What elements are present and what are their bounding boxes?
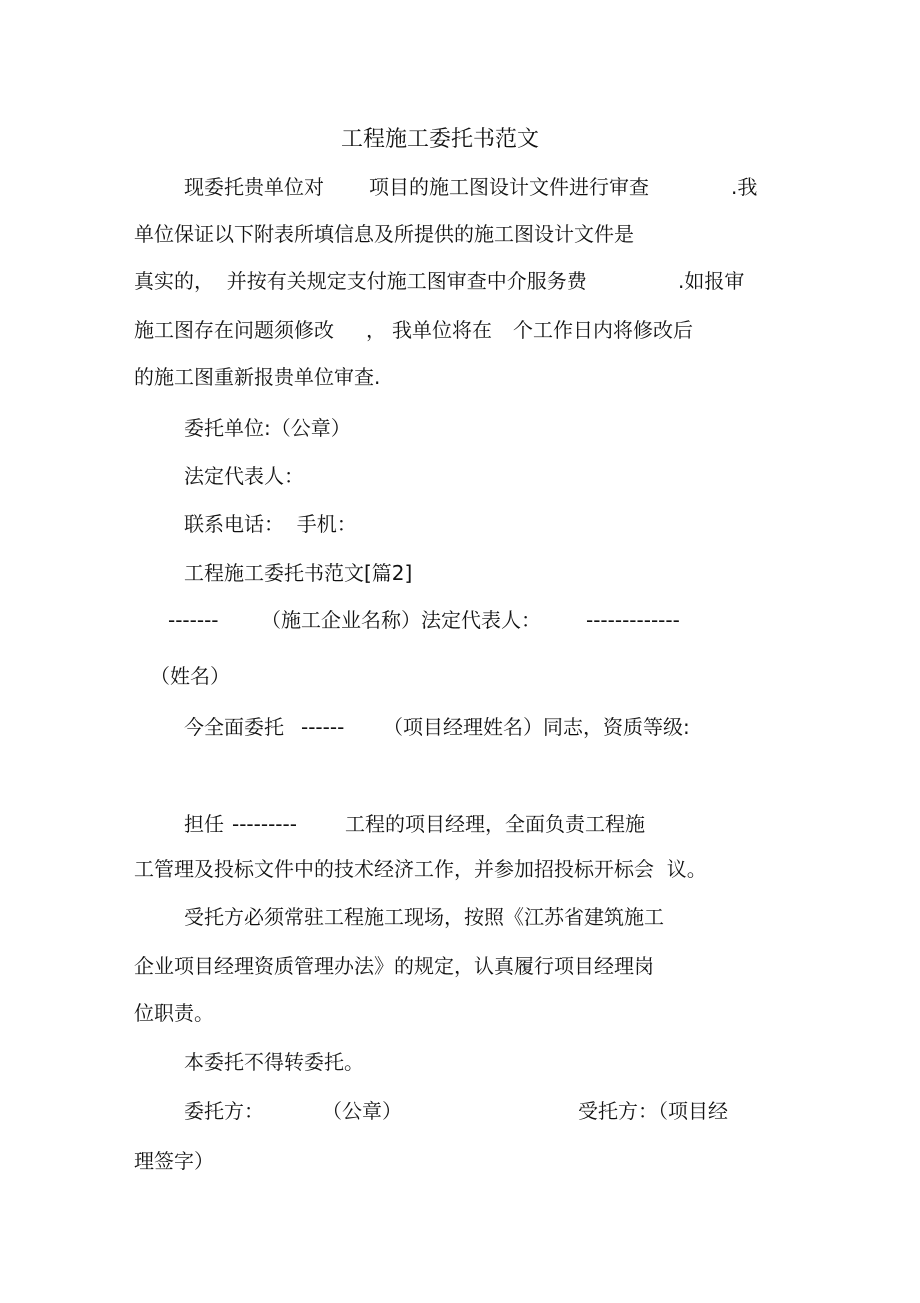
blank-dashes: --------- (232, 812, 297, 836)
body-text: 工程的项目经理，全面负责工程施 (345, 812, 645, 836)
official-seal-label: （公章） (322, 1099, 402, 1123)
body-text: .我 (731, 175, 758, 199)
body-text: （项目经理姓名）同志，资质等级: (383, 715, 690, 739)
body-text: 位职责。 (134, 1001, 214, 1025)
body-text: 理签字） (134, 1149, 214, 1173)
body-text: 受托方必须常驻工程施工现场，按照《江苏省建筑施工 (184, 905, 664, 929)
body-text: 现委托贵单位对 (184, 175, 324, 199)
body-text: 项目的施工图设计文件进行审查 (369, 175, 649, 199)
blank-dashes: ------- (168, 608, 219, 632)
body-text: 工管理及投标文件中的技术经济工作，并参加招投标开标会 议。 (134, 857, 707, 881)
body-text: （施工企业名称）法定代表人： (261, 608, 541, 632)
blank-dashes: ------------- (586, 608, 680, 632)
body-text: 我单位将在 (392, 318, 492, 342)
document-title: 工程施工委托书范文 (341, 127, 540, 152)
entrusting-party-label: 委托方： (184, 1099, 264, 1123)
body-text: 今全面委托 (184, 715, 284, 739)
entrusting-unit-label: 委托单位:（公章） (184, 416, 351, 440)
body-text: 施工图存在问题须修改 (134, 318, 334, 342)
body-text: 本委托不得转委托。 (184, 1050, 364, 1074)
body-text: 个工作日内将修改后 (513, 318, 693, 342)
body-text: （姓名） (150, 664, 230, 688)
section-heading: 工程施工委托书范文[篇2] (184, 561, 413, 585)
body-text: 的施工图重新报贵单位审查. (134, 365, 381, 389)
legal-representative-label: 法定代表人： (184, 464, 304, 488)
body-text: 担任 (184, 812, 224, 836)
contact-phone-label: 联系电话： 手机： (184, 512, 357, 536)
body-text: ， (366, 318, 386, 342)
body-text: .如报审 (678, 269, 745, 293)
body-text: 真实的， 并按有关规定支付施工图审查中介服务费 (134, 269, 587, 293)
body-text: 企业项目经理资质管理办法》的规定，认真履行项目经理岗 (134, 954, 654, 978)
entrusted-party-label: 受托方：（项目经 (578, 1099, 728, 1123)
blank-dashes: ------ (301, 715, 345, 739)
body-text: 单位保证以下附表所填信息及所提供的施工图设计文件是 (134, 222, 634, 246)
